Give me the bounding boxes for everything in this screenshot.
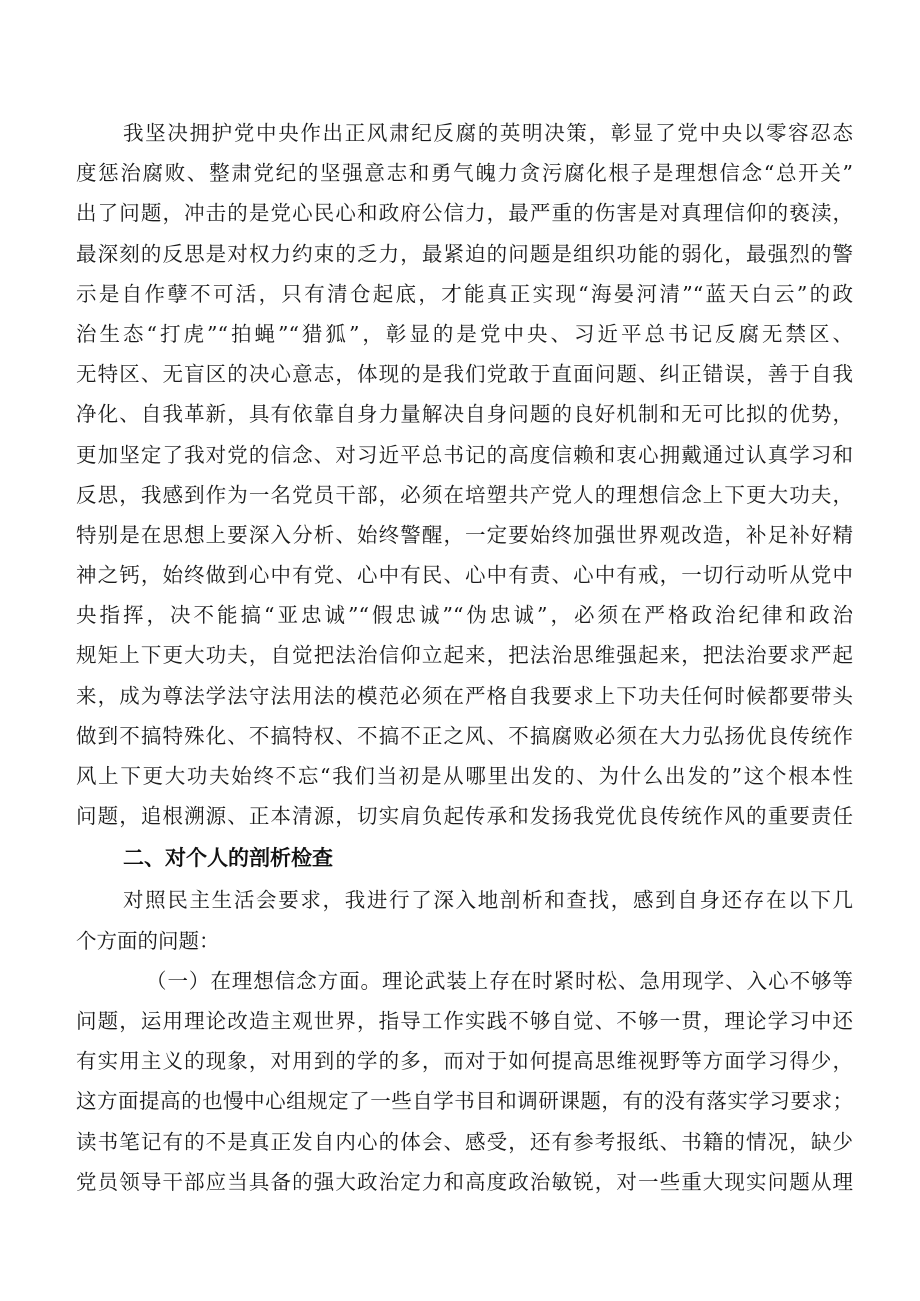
paragraph-3 bbox=[76, 961, 853, 1202]
text-line: 读书笔记有的不是真正发自内心的体会、感受，还有参考报纸、书籍的情况，缺少 bbox=[76, 1129, 853, 1154]
text-line: 做到不搞特殊化、不搞特权、不搞不正之风、不搞腐败必须在大力弘扬优良传统作 bbox=[76, 723, 853, 748]
document-body bbox=[76, 113, 853, 1202]
text-line: 央指挥，决不能搞“亚忠诚”“假忠诚”“伪忠诚”，必须在严格政治纪律和政治 bbox=[76, 603, 853, 628]
text-line: 特别是在思想上要深入分析、始终警醒，一定要始终加强世界观改造，补足补好精 bbox=[76, 522, 853, 547]
text-line: 我坚决拥护党中央作出正风肃纪反腐的英明决策，彰显了党中央以零容忍态 bbox=[123, 121, 853, 145]
text-line: 这方面提高的也慢中心组规定了一些自学书目和调研课题，有的没有落实学习要求； bbox=[76, 1089, 853, 1114]
paragraph-2 bbox=[76, 880, 853, 960]
text-line: 示是自作孽不可活，只有清仓起底，才能真正实现“海晏河清”“蓝天白云”的政 bbox=[76, 281, 853, 306]
text-line: 更加坚定了我对党的信念、对习近平总书记的高度信赖和衷心拥戴通过认真学习和 bbox=[76, 442, 853, 467]
text-line: 度惩治腐败、整肃党纪的坚强意志和勇气魄力贪污腐化根子是理想信念“总开关” bbox=[76, 161, 853, 186]
text-line: 反思，我感到作为一名党员干部，必须在培塑共产党人的理想信念上下更大功夫， bbox=[76, 482, 853, 507]
section-heading: 二、对个人的剖析检查 bbox=[123, 846, 333, 871]
text-line: 无特区、无盲区的决心意志，体现的是我们党敢于直面问题、纠正错误，善于自我 bbox=[76, 362, 853, 387]
text-line: 治生态“打虎”“拍蝇”“猎狐”，彰显的是党中央、习近平总书记反腐无禁区、 bbox=[76, 321, 853, 346]
text-line: 净化、自我革新，具有依靠自身力量解决自身问题的良好机制和无可比拟的优势， bbox=[76, 402, 853, 427]
text-line: 有实用主义的现象，对用到的学的多，而对于如何提高思维视野等方面学习得少， bbox=[76, 1049, 853, 1074]
text-line: 风上下更大功夫始终不忘“我们当初是从哪里出发的、为什么出发的”这个根本性 bbox=[76, 764, 853, 788]
text-line: 问题，追根溯源、正本清源，切实肩负起传承和发扬我党优良传统作风的重要责任 bbox=[76, 804, 853, 829]
text-line: 最深刻的反思是对权力约束的乏力，最紧迫的问题是组织功能的弱化，最强烈的警 bbox=[76, 241, 853, 266]
text-line: （一）在理想信念方面。理论武装上存在时紧时松、急用现学、入心不够等 bbox=[146, 968, 853, 993]
text-line: 问题，运用理论改造主观世界，指导工作实践不够自觉、不够一贯，理论学习中还 bbox=[76, 1008, 853, 1033]
text-line: 出了问题，冲击的是党心民心和政府公信力，最严重的伤害是对真理信仰的亵渎， bbox=[76, 201, 853, 226]
text-line: 党员领导干部应当具备的强大政治定力和高度政治敏锐，对一些重大现实问题从理 bbox=[76, 1169, 853, 1194]
paragraph-1 bbox=[76, 113, 853, 836]
text-line: 神之钙，始终做到心中有党、心中有民、心中有责、心中有戒，一切行动听从党中 bbox=[76, 563, 853, 588]
text-line: 对照民主生活会要求，我进行了深入地剖析和查找，感到自身还存在以下几 bbox=[123, 888, 853, 913]
text-line: 来，成为尊法学法守法用法的模范必须在严格自我要求上下功夫任何时候都要带头 bbox=[76, 683, 853, 708]
text-line: 个方面的问题： bbox=[76, 928, 220, 953]
text-line: 规矩上下更大功夫，自觉把法治信仰立起来，把法治思维强起来，把法治要求严起 bbox=[76, 643, 853, 668]
